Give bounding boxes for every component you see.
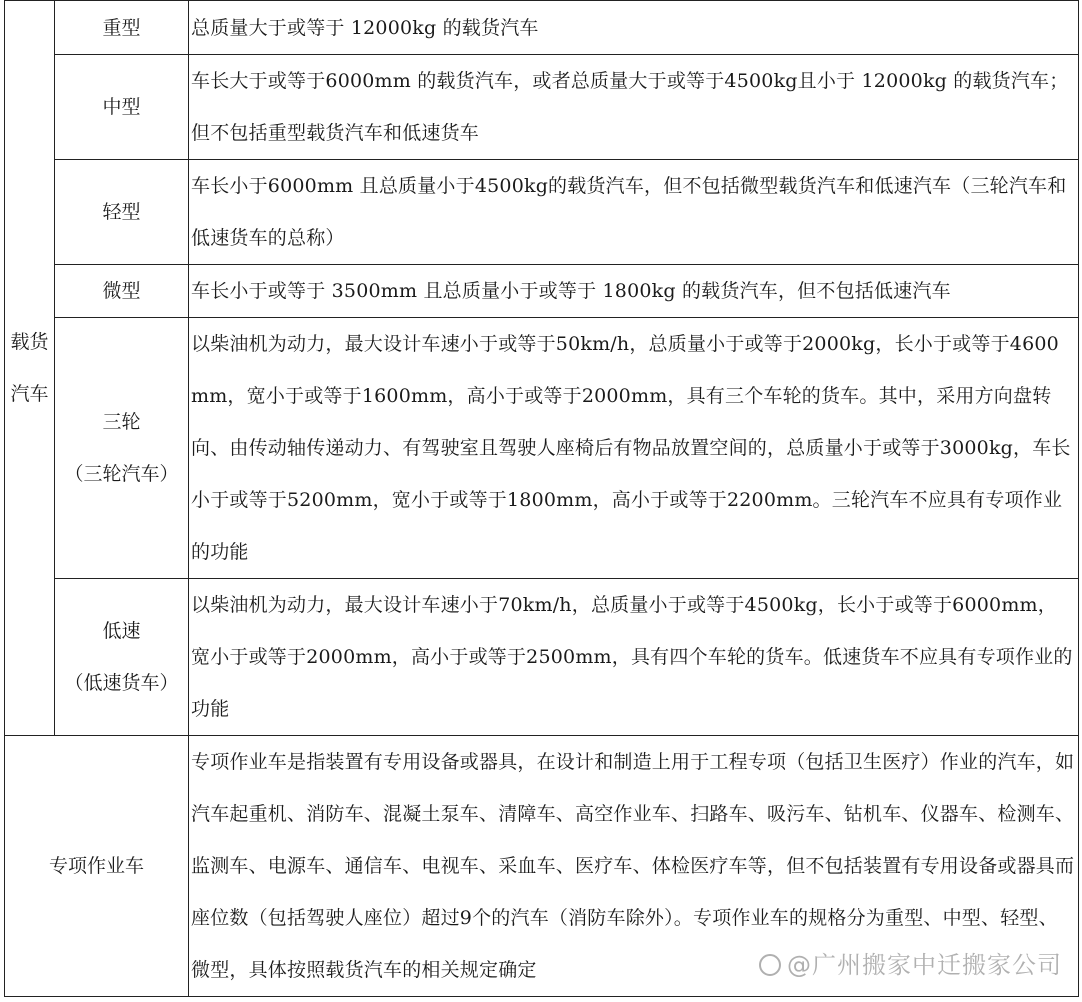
category-label-line2: 汽车 [10, 383, 49, 405]
description-cell: 专项作业车是指装置有专用设备或器具，在设计和制造上用于工程专项（包括卫生医疗）作业的汽车，如汽车起重机、消防车、混凝土泵车、清障车、高空作业车、扫路车、吸污车、钻机车、仪器车、检测车、监测车、电源车、通信车、电视车、采血车、医疗车、体检医疗车等，但不包括装置有专用设备或器具而座位数（包括驾驶人座位）超过9个的汽车（消防车除外）。专项作业车的规格分为重型、中型、轻型、微型，具体按照载货汽车的相关规定确定 [189, 736, 1079, 997]
watermark [759, 945, 1062, 980]
subtype-cell [55, 318, 189, 579]
category-cell-special: 专项作业车 [5, 736, 189, 997]
subtype-cell: 轻型 [55, 160, 189, 265]
subtype-cell: 重型 [55, 1, 189, 55]
subtype-label-line1: 三轮 [102, 411, 141, 433]
table-row [5, 579, 1079, 736]
description-cell: 以柴油机为动力，最大设计车速小于70km/h，总质量小于或等于4500kg，长小于或等于6000mm，宽小于或等于2000mm，高小于或等于2500mm，具有四个车轮的货车。低速货车不应具有专项作业的功能 [189, 579, 1079, 736]
description-cell: 总质量大于或等于 12000kg 的载货汽车 [189, 1, 1079, 55]
subtype-cell: 微型 [55, 265, 189, 318]
category-label-line1: 载货 [10, 331, 49, 353]
subtype-label-line2: （低速货车） [64, 672, 179, 694]
subtype-cell [55, 579, 189, 736]
table-row [5, 265, 1079, 318]
subtype-cell: 中型 [55, 55, 189, 160]
description-cell: 车长小于6000mm 且总质量小于4500kg的载货汽车，但不包括微型载货汽车和低速汽车（三轮汽车和低速货车的总称） [189, 160, 1079, 265]
watermark-text: @广州搬家中迁搬家公司 [787, 951, 1062, 979]
table-row [5, 160, 1079, 265]
description-cell: 车长大于或等于6000mm 的载货汽车，或者总质量大于或等于4500kg且小于 12000kg 的载货汽车；但不包括重型载货汽车和低速货车 [189, 55, 1079, 160]
subtype-label-line2: （三轮汽车） [64, 463, 179, 485]
description-cell: 以柴油机为动力，最大设计车速小于或等于50km/h，总质量小于或等于2000kg，长小于或等于4600mm，宽小于或等于1600mm，高小于或等于2000mm，具有三个车轮的货车。其中，采用方向盘转向、由传动轴传递动力、有驾驶室且驾驶人座椅后有物品放置空间的，总质量小于或等于3000kg，车长小于或等于5200mm，宽小于或等于1800mm，高小于或等于2200mm。三轮汽车不应具有专项作业的功能 [189, 318, 1079, 579]
table-row [5, 1, 1079, 55]
table-row [5, 318, 1079, 579]
category-cell-cargo [5, 1, 55, 736]
table-row [5, 55, 1079, 160]
vehicle-classification-table [4, 0, 1079, 997]
description-cell: 车长小于或等于 3500mm 且总质量小于或等于 1800kg 的载货汽车，但不包括低速汽车 [189, 265, 1079, 318]
subtype-label-line1: 低速 [102, 620, 141, 642]
watermark-logo-icon [759, 954, 781, 976]
